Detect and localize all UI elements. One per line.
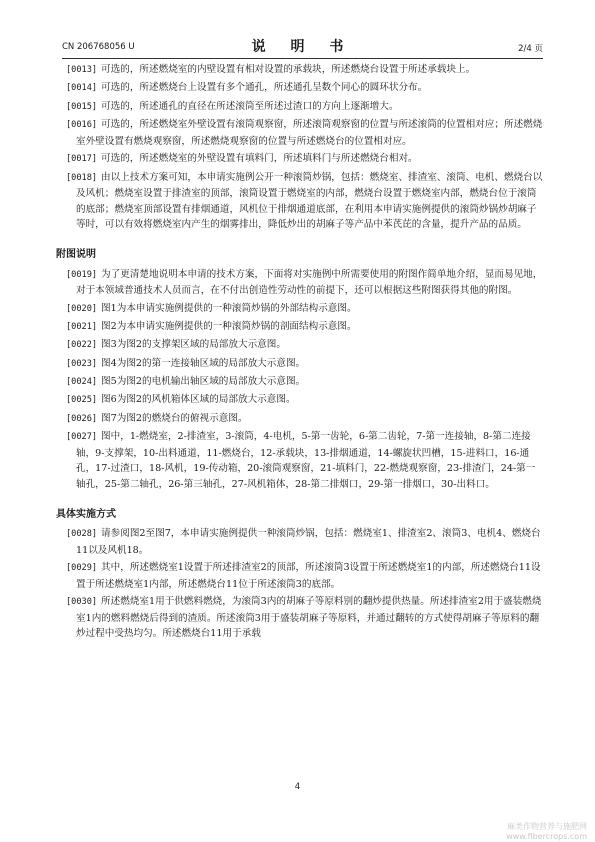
paragraph [66,429,543,492]
paragraph-number: [0026] [66,413,98,424]
paragraph-number: [0030] [66,597,98,608]
watermark [506,822,587,842]
paragraph-number: [0017] [66,154,98,165]
paragraph [66,301,543,318]
paragraph-text: 请参阅图2至图7，本申请实施例提供一种滚筒炒锅，包括：燃烧室1、排渣室2、滚筒3、电机4、燃烧台11以及风机18。 [76,528,541,556]
paragraph-number: [0021] [66,321,98,332]
paragraph-number: [0020] [66,303,98,314]
paragraph [66,337,543,354]
paragraph-text: 图4为图2的第一连接轴区域的局部放大示意图。 [101,357,306,369]
paragraph [66,356,543,373]
paragraph [66,374,543,391]
paragraph-number: [0025] [66,395,98,406]
paragraph-number: [0013] [66,65,98,75]
paragraph [66,117,543,149]
paragraph [66,170,543,233]
paragraph-number: [0028] [66,529,98,540]
paragraph-number: [0015] [66,101,98,112]
paragraph [66,411,543,428]
header-divider [62,58,543,59]
section-heading-figures: 附图说明 [56,248,96,260]
paragraph-number: [0023] [66,358,98,369]
paragraph [66,526,543,558]
paragraph-text: 可选的，所述燃烧室的内壁设置有相对设置的承载块，所述燃烧台设置于所述承载块上。 [101,64,476,75]
paragraph-number: [0022] [66,340,98,351]
paragraph [66,392,543,409]
paragraph-text: 图中，1-燃烧室，2-排渣室，3-滚筒，4-电机，5-第一齿轮，6-第二齿轮，7-第一连接轴，8-第二连接轴，9-支撑架，10-出料通道，11-燃烧台，12-承载块，13-排烟通道，14-螺旋状凹槽，15-进料口，16-通孔，17-过渣口，18-风机，19-传动箱，20-滚筒观察窗，21-填料门，22-燃烧观察窗，23-排渣门，24-第一轴孔，25-第二轴孔，26-第三轴孔，27-风机箱体，28-第二排烟口，29-第一排烟口，30-出料口。 [76,431,536,491]
paragraph-text: 所述燃烧室1用于供燃料燃烧，为滚筒3内的胡麻子等原料别的翻炒提供热量。所述排渣室2用于盛装燃烧室1内的燃料燃烧后得到的渣质。所述滚筒3用于盛装胡麻子等原料，并通过翻转的方式使得胡麻子等原料的翻炒过程中受热均匀。所述燃烧台11用于承载 [76,596,542,640]
page-count: 2/4 页 [518,44,543,54]
paragraph-group-embodiment [66,526,543,642]
paragraph-number: [0027] [66,432,98,443]
paragraph [66,80,543,97]
document-title: 说 明 书 [251,39,354,55]
paragraph [66,560,543,592]
paragraph-number: [0016] [66,120,98,131]
paragraph-number: [0018] [66,172,98,183]
watermark-line-2: www.fibercrops.com [506,832,587,841]
paragraph [66,62,543,79]
paragraph-group-intro [66,62,543,233]
paragraph [66,594,543,642]
paragraph-number: [0014] [66,83,98,94]
paragraph-text: 其中，所述燃烧室1设置于所述排渣室2的顶部，所述滚筒3设置于所述燃烧室1的内部，所述燃烧台11设置于所述燃烧室1内部，所述燃烧台11位于所述滚筒3的底部。 [76,562,541,590]
paragraph-text: 图2为本申请实施例提供的一种滚筒炒锅的剖面结构示意图。 [101,320,357,332]
paragraph-group-figures [66,267,543,493]
section-heading-embodiment: 具体实施方式 [56,508,116,520]
paragraph [66,99,543,116]
paragraph-text: 可选的，所述燃烧台上设置有多个通孔，所述通孔呈数个同心的圆环状分布。 [101,82,428,94]
paragraph-number: [0019] [66,269,98,280]
paragraph-text: 可选的，所述燃烧室外壁设置有滚筒观察窗，所述滚筒观察窗的位置与所述滚筒的位置相对应；所述燃烧室外壁设置有燃烧观察窗，所述燃烧观察窗的位置与所述燃烧台的位置相对应。 [76,119,543,147]
patent-number: CN 206768056 U [62,42,135,52]
document-body [56,62,543,644]
paragraph-text: 为了更清楚地说明本申请的技术方案，下面将对实施例中所需要使用的附图作简单地介绍，显而易见地，对于本领域普通技术人员而言，在不付出创造性劳动性的前提下，还可以根据这些附图获得其他的附图。 [76,268,543,297]
paragraph-text: 图7为图2的燃烧台的俯视示意图。 [101,412,248,424]
paragraph-text: 由以上技术方案可知，本申请实施例公开一种滚筒炒锅，包括：燃烧室、排渣室、滚筒、电机、燃烧台以及风机；燃烧室设置于排渣室的顶部，滚筒设置于燃烧室的内部，燃烧台设置于燃烧室内部，燃烧台位于滚筒的底部；燃烧室顶部设置有排烟通道，风机位于排烟通道底部，在利用本申请实施例提供的滚筒炒锅炒胡麻子等时，可以有效将燃烧室内产生的烟雾排出，降低炒出的胡麻子等产品中苯芪芘的含量，提升产品的品质。 [76,171,543,231]
paragraph-text: 可选的，所述通孔的直径在所述滚筒至所述过渣口的方向上逐渐增大。 [101,100,399,112]
paragraph-number: [0024] [66,377,98,388]
page-header [62,36,543,56]
watermark-line-1: 麻类作物营养与施肥网 [507,822,587,831]
paragraph [66,319,543,336]
paragraph-text: 图5为图2的电机输出轴区域的局部放大示意图。 [101,376,306,388]
page-number: 4 [294,782,301,792]
paragraph-text: 图3为图2的支撑架区域的局部放大示意图。 [101,339,286,351]
paragraph [66,151,543,168]
paragraph-text: 图6为图2的风机箱体区域的局部放大示意图。 [101,394,296,406]
paragraph-number: [0029] [66,563,98,574]
paragraph-text: 图1为本申请实施例提供的一种滚筒炒锅的外部结构示意图。 [101,302,357,314]
paragraph [66,267,543,299]
paragraph-text: 可选的，所述燃烧室的外壁设置有填料门，所述填料门与所述燃烧台相对。 [101,153,418,165]
